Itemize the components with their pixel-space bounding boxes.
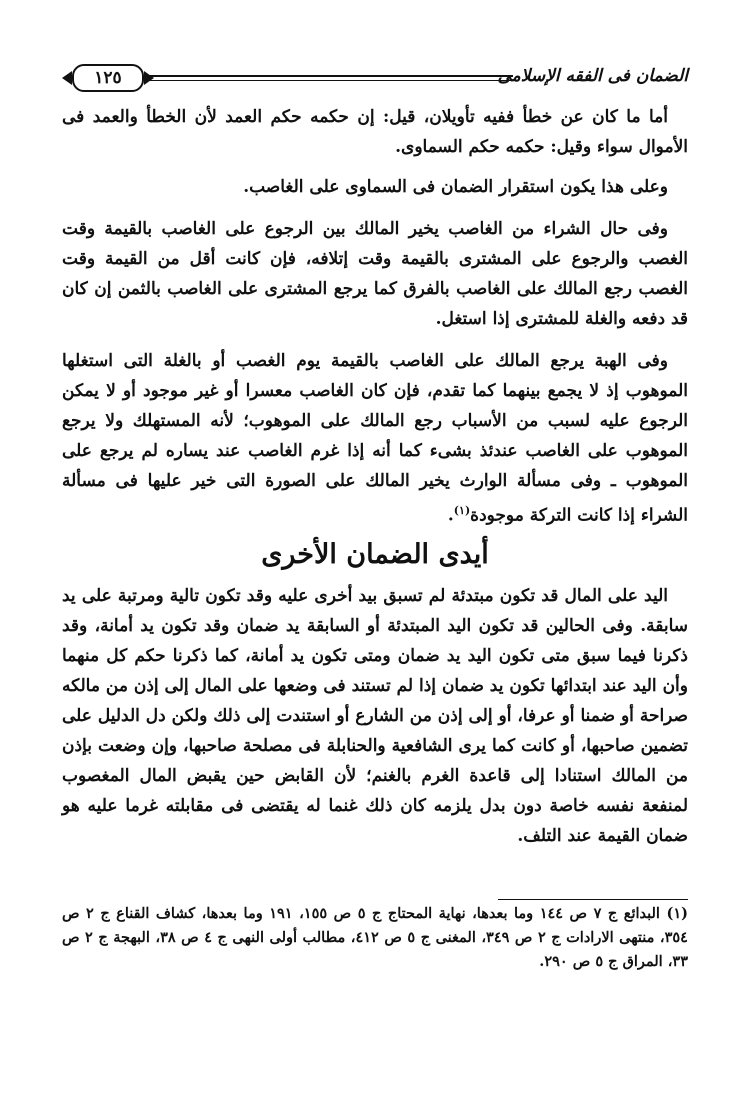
- running-header: [60, 62, 688, 96]
- page-body: [62, 100, 688, 851]
- paragraph-3: وفى حال الشراء من الغاصب يخير المالك بين الرجوع على الغاصب بالقيمة وقت الغصب والرجوع على المشترى بالقيمة وقت إتلافه، فإن كانت أقل من القيمة وقت الغصب رجع المالك على الغاصب بالفرق كما يرجع المشترى على الغاصب بالثمن إن كان قد دفعه والغلة للمشترى إذا استغل.: [62, 219, 688, 329]
- paragraph-4-text: وفى الهبة يرجع المالك على الغاصب بالقيمة يوم الغصب أو بالغلة التى استغلها الموهوب إذ لا يجمع بينهما كما تقدم، فإن كان الغاصب معسرا أو غير موجود أو لا يمكن الرجوع عليه لسبب من الأسباب رجع المالك على الموهوب؛ لأنه المستهلك ولا يرجع الموهوب على الغاصب عندئذ بشىء كما أنه إذا غرم الغاصب عند يساره لم يرجع على الموهوب ـ وفى مسألة الوارث يخير المالك على الصورة التى خير عليها فى مسألة الشراء إذا كانت التركة موجودة: [62, 351, 688, 526]
- header-title: الضمان فى الفقه الإسلامى: [497, 66, 688, 86]
- footnote-separator: [498, 899, 688, 900]
- footnote-reference: (١): [453, 504, 471, 517]
- section-heading: أيدى الضمان الأخرى: [261, 538, 489, 570]
- paragraph-4: وفى الهبة يرجع المالك على الغاصب بالقيمة يوم الغصب أو بالغلة التى استغلها الموهوب إذ لا يجمع بينهما كما تقدم، فإن كان الغاصب معسرا أو غير موجود أو لا يمكن الرجوع عليه لسبب من الأسباب رجع المالك على الموهوب؛ لأنه المستهلك ولا يرجع الموهوب على الغاصب عندئذ بشىء كما أنه إذا غرم الغاصب عند يساره لم يرجع على الموهوب ـ وفى مسألة الوارث يخير المالك على الصورة التى خير عليها فى مسألة الشراء إذا كانت التركة موجودة$^{(١)}$.: [62, 351, 688, 526]
- header-rule: [150, 75, 513, 81]
- section-paragraph: اليد على المال قد تكون مبتدئة لم تسبق بيد أخرى عليه وقد تكون تالية ومرتبة على يد سابقة. وفى الحالين قد تكون اليد المبتدئة أو السابقة يد ضمان وقد تكون يد أمانة، وقد ذكرنا فيما سبق متى تكون اليد يد ضمان ومتى تكون يد أمانة، كما ذكرنا حكم كل منهما وأن اليد عند ابتدائها تكون يد ضمان إذا لم تستند فى وضعها على المال إلى إذن من مالكه صراحة أو ضمنا أو عرفا، أو إلى إذن من الشارع أو استندت إلى ذلك ولكن دل الدليل على تضمين صاحبها، أو كانت كما يرى الشافعية والحنابلة فى مصلحة صاحبها، وإن وضعت بإذن من المالك استنادا إلى قاعدة الغرم بالغنم؛ لأن القابض حين يقبض المال المغصوب لمنفعة نفسه خاصة دون بدل يلزمه كان ذلك غنما له يقتضى فى مقابلته غرما عليه هو ضمان القيمة عند التلف.: [62, 585, 688, 846]
- footnote-1: (١) البدائع ج ٧ ص ١٤٤ وما بعدها، نهاية المحتاج ج ٥ ص ١٥٥، ١٩١ وما بعدها، كشاف القناع ج ٢ ص ٣٥٤، منتهى الارادات ج ٢ ص ٣٤٩، المغنى ج ٥ ص ٤١٢، مطالب أولى النهى ج ٤ ص ٣٨، البهجة ج ٢ ص ٣٣، المراق ج ٥ ص ٢٩٠.: [62, 905, 688, 970]
- paragraph-1: أما ما كان عن خطأ ففيه تأويلان، قيل: إن حكمه حكم العمد لأن الخطأ والعمد فى الأموال سواء وقيل: حكمه حكم السماوى.: [62, 107, 688, 157]
- page-number: ١٢٥: [72, 64, 144, 92]
- paragraph-2: وعلى هذا يكون استقرار الضمان فى السماوى على الغاصب.: [243, 177, 668, 197]
